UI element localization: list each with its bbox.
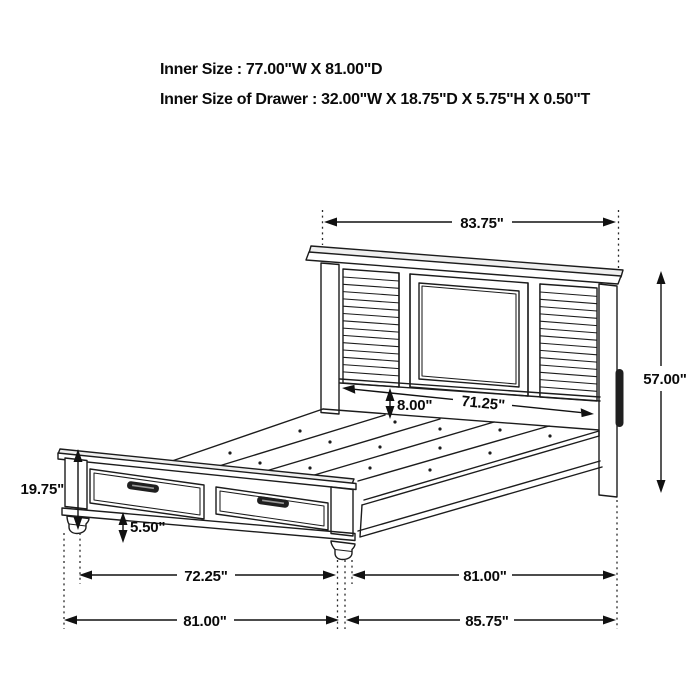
dimension-label-footboard-width: 81.00" [183,613,227,630]
deck-right-edge [364,431,599,500]
headboard-center-panel-frame [419,283,519,387]
dimension-overall-depth [346,613,616,630]
footboard-right-post [331,487,353,536]
dimension-side-rail-length [352,568,616,585]
dimension-label-overall-height: 57.00" [643,371,687,388]
dimension-label-overall-depth: 85.75" [465,613,509,630]
dimension-headboard-width [324,215,616,232]
inner-size-line2: Inner Size of Drawer : 32.00"W X 18.75"D X 5.75"H X 0.50"T [160,91,591,108]
headboard-right-leg [599,284,617,497]
dimension-footboard-width [64,613,339,630]
dimension-label-footboard-height: 19.75" [20,481,64,498]
headboard [306,246,624,497]
dimension-label-side-rail-length: 81.00" [463,568,507,585]
side-rail [358,431,602,537]
footboard [58,449,356,560]
inner-size-line1: Inner Size : 77.00"W X 81.00"D [160,61,383,78]
dimension-label-footboard-inner-width: 72.25" [184,568,228,585]
panel-divider-left [399,273,410,387]
footboard-left-post [65,458,87,509]
side-rail-molding [358,431,602,537]
dimension-label-foot-leg-height: 5.50" [130,519,166,536]
dimension-label-rail-height: 8.00" [397,397,433,414]
headboard-left-stile [321,263,339,414]
dimension-label-headboard-width: 83.75" [460,215,504,232]
leg-bracket [616,369,624,427]
dimension-overall-height [643,271,687,493]
panel-divider-right [528,283,540,397]
dimension-label-headboard-inner-width: 71.25" [460,392,506,415]
dimension-footboard-inner-width [79,568,336,585]
